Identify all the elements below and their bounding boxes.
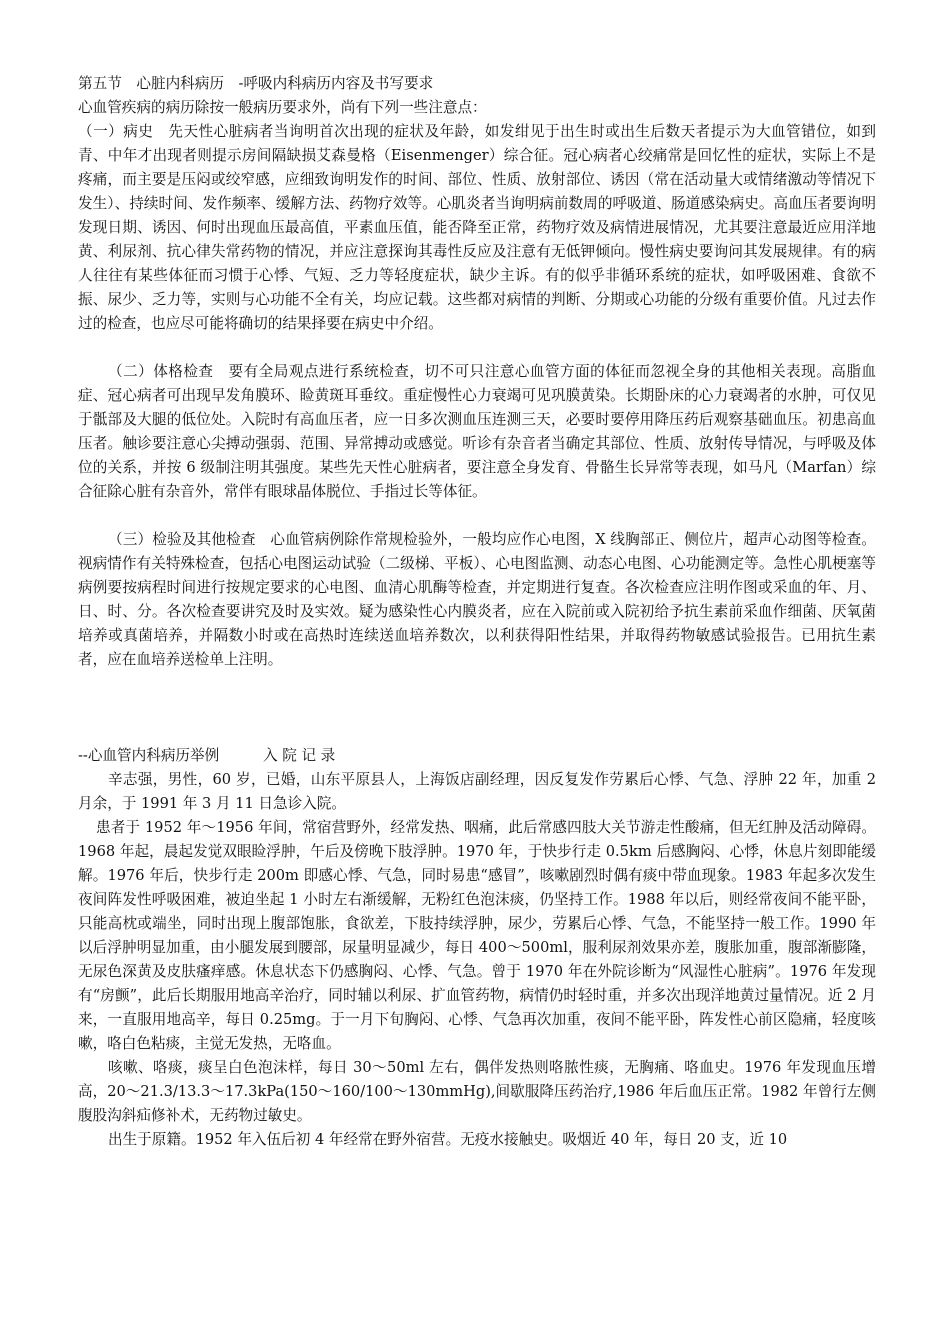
case-personal-paragraph: 出生于原籍。1952 年入伍后初 4 年经常在野外宿营。无疫水接触史。吸烟近 40 年，每日 20 支，近 10 <box>108 1131 788 1148</box>
spacer <box>78 504 876 528</box>
history-paragraph: （一）病史 先天性心脏病者当询明首次出现的症状及年龄，如发绀见于出生时或出生后数天者提示为大血管错位，如到青、中年才出现者则提示房间隔缺损艾森曼格（Eisenmenger）综合征。冠心病者心绞痛常是回忆性的症状，实际上不是疼痛，而主要是压闷或绞窄感，应细致询明发作的时间、部位、性质、放射部位、诱因（常在活动量大或情绪激动等情况下发生）、持续时间、发作频率、缓解方法、药物疗效等。心肌炎者当询明病前数周的呼吸道、肠道感染病史。高血压者要询明发现日期、诱因、何时出现血压最高值，平素血压值，能否降至正常，药物疗效及病情进展情况，尤其要注意最近应用洋地黄、利尿剂、抗心律失常药物的情况，并应注意探询其毒性反应及注意有无低钾倾向。慢性病史要询问其发展规律。有的病人往往有某些体征而习惯于心悸、气短、乏力等轻度症状，缺少主诉。有的似乎非循环系统的症状，如呼吸困难、食欲不振、尿少、乏力等，实则与心功能不全有关，均应记载。这些都对病情的判断、分期或心功能的分级有重要价值。凡过去作过的检查，也应尽可能将确切的结果择要在病史中介绍。 <box>78 123 876 332</box>
physical-exam-paragraph: （二）体格检查 要有全局观点进行系统检查，切不可只注意心血管方面的体征而忽视全身的其他相关表现。高脂血症、冠心病者可出现早发角膜环、睑黄斑耳垂纹。重症慢性心力衰竭可见巩膜黄染。长期卧床的心力衰竭者的水肿，可仅见于骶部及大腿的低位处。入院时有高血压者，应一日多次测血压连测三天，必要时要停用降压药后观察基础血压。初患高血压者。触诊要注意心尖搏动强弱、范围、异常搏动或感觉。听诊有杂音者当确定其部位、性质、放射传导情况，与呼吸及体位的关系，并按 6 级制注明其强度。某些先天性心脏病者，要注意全身发育、骨骼生长异常等表现，如马凡（Marfan）综合征除心脏有杂音外，常伴有眼球晶体脱位、手指过长等体征。 <box>78 363 876 500</box>
document-page <box>78 72 876 1152</box>
example-title: --心血管内科病历举例 入 院 记 录 <box>78 747 336 764</box>
case-intro-paragraph: 辛志强，男性，60 岁，已婚，山东平原县人，上海饭店副经理，因反复发作劳累后心悸、气急、浮肿 22 年，加重 2 月余，于 1991 年 3 月 11 日急诊入院。 <box>78 771 876 812</box>
case-cough-paragraph: 咳嗽、咯痰，痰呈白色泡沫样，每日 30～50ml 左右，偶伴发热则咯脓性痰，无胸痛、咯血史。1976 年发现血压增高，20～21.3/13.3～17.3kPa(150～160/100～130mmHg),间歇服降压药治疗,1986 年后血压正常。1982 年曾行左侧腹股沟斜疝修补术，无药物过敏史。 <box>78 1059 876 1124</box>
spacer <box>78 672 876 744</box>
section-title: 第五节 心脏内科病历 -呼吸内科病历内容及书写要求 <box>78 75 434 92</box>
lab-tests-paragraph: （三）检验及其他检查 心血管病例除作常规检验外，一般均应作心电图，X 线胸部正、侧位片，超声心动图等检查。视病情作有关特殊检查，包括心电图运动试验（二级梯、平板）、心电图监测、动态心电图、心功能测定等。急性心肌梗塞等病例要按病程时间进行按规定要求的心电图、血清心肌酶等检查，并定期进行复查。各次检查应注明作图或采血的年、月、日、时、分。各次检查要讲究及时及实效。疑为感染性心内膜炎者，应在入院前或入院初给予抗生素前采血作细菌、厌氧菌培养或真菌培养，并隔数小时或在高热时连续送血培养数次，以利获得阳性结果，并取得药物敏感试验报告。已用抗生素者，应在血培养送检单上注明。 <box>78 531 876 668</box>
intro-paragraph: 心血管疾病的病历除按一般病历要求外，尚有下列一些注意点： <box>78 99 487 116</box>
spacer <box>78 336 876 360</box>
case-history-paragraph: 患者于 1952 年～1956 年间，常宿营野外，经常发热、咽痛，此后常感四肢大关节游走性酸痛，但无红肿及活动障碍。1968 年起，晨起发觉双眼睑浮肿，午后及傍晚下肢浮肿。1970 年，于快步行走 0.5km 后感胸闷、心悸，休息片刻即能缓解。1976 年后，快步行走 200m 即感心悸、气急，同时易患“感冒”，咳嗽剧烈时偶有痰中带血现象。1983 年起多次发生夜间阵发性呼吸困难，被迫坐起 1 小时左右渐缓解，无粉红色泡沫痰，仍坚持工作。1988 年以后，则经常夜间不能平卧，只能高枕或端坐，同时出现上腹部饱胀，食欲差，下肢持续浮肿，尿少，劳累后心悸、气急，不能坚持一般工作。1990 年以后浮肿明显加重，由小腿发展到腰部，尿量明显减少，每日 400～500ml，服利尿剂效果亦差，腹胀加重，腹部渐膨隆，无尿色深黄及皮肤瘙痒感。休息状态下仍感胸闷、心悸、气急。曾于 1970 年在外院诊断为“风湿性心脏病”。1976 年发现有“房颤”，此后长期服用地高辛治疗，同时辅以利尿、扩血管药物，病情仍时轻时重，并多次出现洋地黄过量情况。近 2 月来，一直服用地高辛，每日 0.25mg。于一月下旬胸闷、心悸、气急再次加重，夜间不能平卧，阵发性心前区隐痛，轻度咳嗽，咯白色粘痰，主觉无发热，无咯血。 <box>78 819 876 1052</box>
